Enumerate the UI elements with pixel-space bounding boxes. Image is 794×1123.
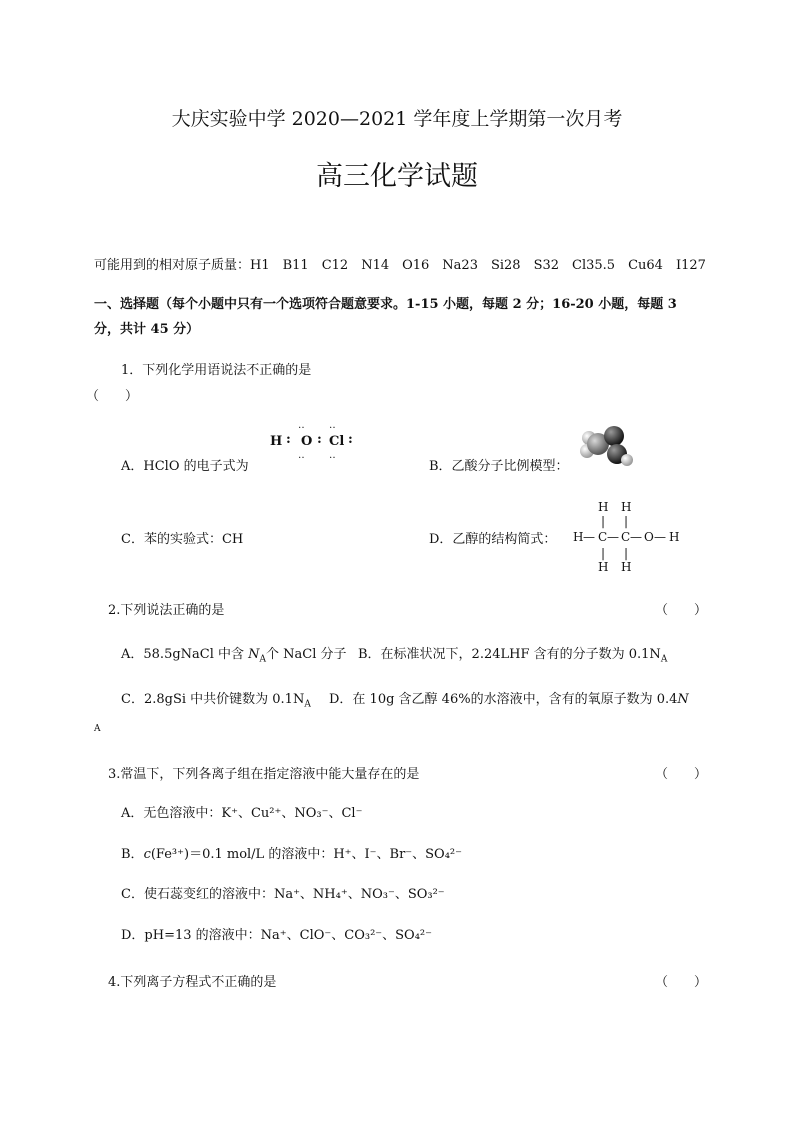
cl-top-dots: ‥ — [329, 420, 342, 431]
formula-colon-3: : — [348, 432, 353, 447]
ethanol-bond-4: — — [654, 530, 666, 544]
q1-option-c: C．苯的实验式：CH — [121, 532, 244, 547]
ethanol-h-top-1: H — [598, 500, 609, 514]
q1-answer-paren: （ ） — [86, 389, 139, 404]
q2-b-pre: B．在标准状况下，2.24LHF 含有的分子数为 0.1N — [358, 647, 661, 662]
q2-option-c — [121, 688, 311, 710]
q2-option-d — [329, 688, 689, 707]
q4-answer-paren: （ ） — [655, 975, 708, 990]
q2-option-d-wrap: A — [94, 724, 101, 734]
q3-answer-paren: （ ） — [655, 767, 708, 782]
atomic-mass-line: 可能用到的相对原子质量：H1 B11 C12 N14 O16 Na23 Si28 S32 Cl35.5 Cu64 I127 — [94, 258, 706, 273]
ethanol-h-bottom-1: H — [598, 560, 609, 574]
q1-option-d: D．乙醇的结构简式： — [429, 532, 557, 547]
section-heading-line2: 分，共计 45 分） — [94, 322, 200, 337]
o-top-dots: ‥ — [298, 420, 311, 431]
q3-option-d: D．pH=13 的溶液中：Na⁺、ClO⁻、CO₃²⁻、SO₄²⁻ — [121, 928, 432, 943]
ethanol-bond-bottom-1: | — [601, 546, 606, 560]
q3-b-c: c — [143, 847, 151, 862]
q1-option-a: A．HClO 的电子式为 — [121, 459, 249, 474]
ethanol-c-2: C — [621, 530, 631, 544]
q1-option-b: B．乙酸分子比例模型： — [429, 459, 569, 474]
q2-c-sub: A — [304, 699, 311, 710]
cl-bottom-dots: ‥ — [329, 450, 342, 461]
q3-stem: 3.常温下，下列各离子组在指定溶液中能大量存在的是 — [108, 767, 420, 782]
formula-cl: Cl — [329, 434, 345, 449]
ethanol-h-bottom-2: H — [621, 560, 632, 574]
hclo-electron-formula — [270, 420, 362, 466]
q3-option-a: A．无色溶液中：K⁺、Cu²⁺、NO₃⁻、Cl⁻ — [121, 806, 363, 821]
acetic-acid-model-icon — [576, 424, 640, 470]
formula-o: O — [301, 434, 313, 449]
formula-colon-1: : — [286, 432, 291, 447]
formula-colon-2: : — [317, 432, 322, 447]
q2-d-n: N — [677, 692, 689, 707]
q3-option-c: C．使石蕊变红的溶液中：Na⁺、NH₄⁺、NO₃⁻、SO₃²⁻ — [121, 887, 445, 902]
ethanol-o: O — [644, 530, 654, 544]
ethanol-h-top-2: H — [621, 500, 632, 514]
ethanol-h-left: H — [573, 530, 584, 544]
ethanol-bond-top-2: | — [624, 514, 629, 528]
q2-b-sub: A — [660, 654, 668, 665]
q4-stem: 4.下列离子方程式不正确的是 — [108, 975, 277, 990]
q3-option-b — [121, 843, 462, 862]
ethanol-c-1: C — [598, 530, 608, 544]
q2-a-n: N — [248, 647, 260, 662]
q3-b-rest: (Fe³⁺)＝0.1 mol/L 的溶液中：H⁺、I⁻、Br⁻、SO₄²⁻ — [150, 847, 462, 862]
q1-stem: 1．下列化学用语说法不正确的是 — [121, 363, 312, 378]
q2-answer-paren: （ ） — [655, 603, 708, 618]
ethanol-bond-top-1: | — [601, 514, 606, 528]
q2-a-sub: A — [259, 654, 267, 665]
q2-c-pre: C．2.8gSi 中共价键数为 0.1N — [121, 692, 305, 707]
ethanol-h-right: H — [669, 530, 680, 544]
subject-title: 高三化学试题 — [316, 161, 478, 192]
q2-a-pre: A．58.5gNaCl 中含 — [121, 647, 249, 662]
q2-option-b — [358, 643, 667, 665]
ethanol-structure — [573, 500, 683, 578]
section-heading-line1: 一、选择题（每个小题中只有一个选项符合题意要求。1-15 小题，每题 2 分；16-20 小题，每题 3 — [94, 297, 677, 312]
ethanol-bond-bottom-2: | — [624, 546, 629, 560]
exam-title: 大庆实验中学 2020—2021 学年度上学期第一次月考 — [171, 108, 623, 130]
ethanol-bond-2: — — [607, 530, 619, 544]
q2-a-post: 个 NaCl 分子 — [266, 647, 347, 662]
q2-d-pre: D．在 10g 含乙醇 46%的水溶液中，含有的氧原子数为 0.4 — [329, 692, 678, 707]
ethanol-bond-1: — — [583, 530, 595, 544]
q3-b-label: B． — [121, 847, 144, 862]
q2-stem: 2.下列说法正确的是 — [108, 603, 225, 618]
ethanol-bond-3: — — [630, 530, 642, 544]
q2-option-a — [121, 643, 347, 665]
o-bottom-dots: ‥ — [298, 450, 311, 461]
formula-h: H — [270, 434, 283, 449]
